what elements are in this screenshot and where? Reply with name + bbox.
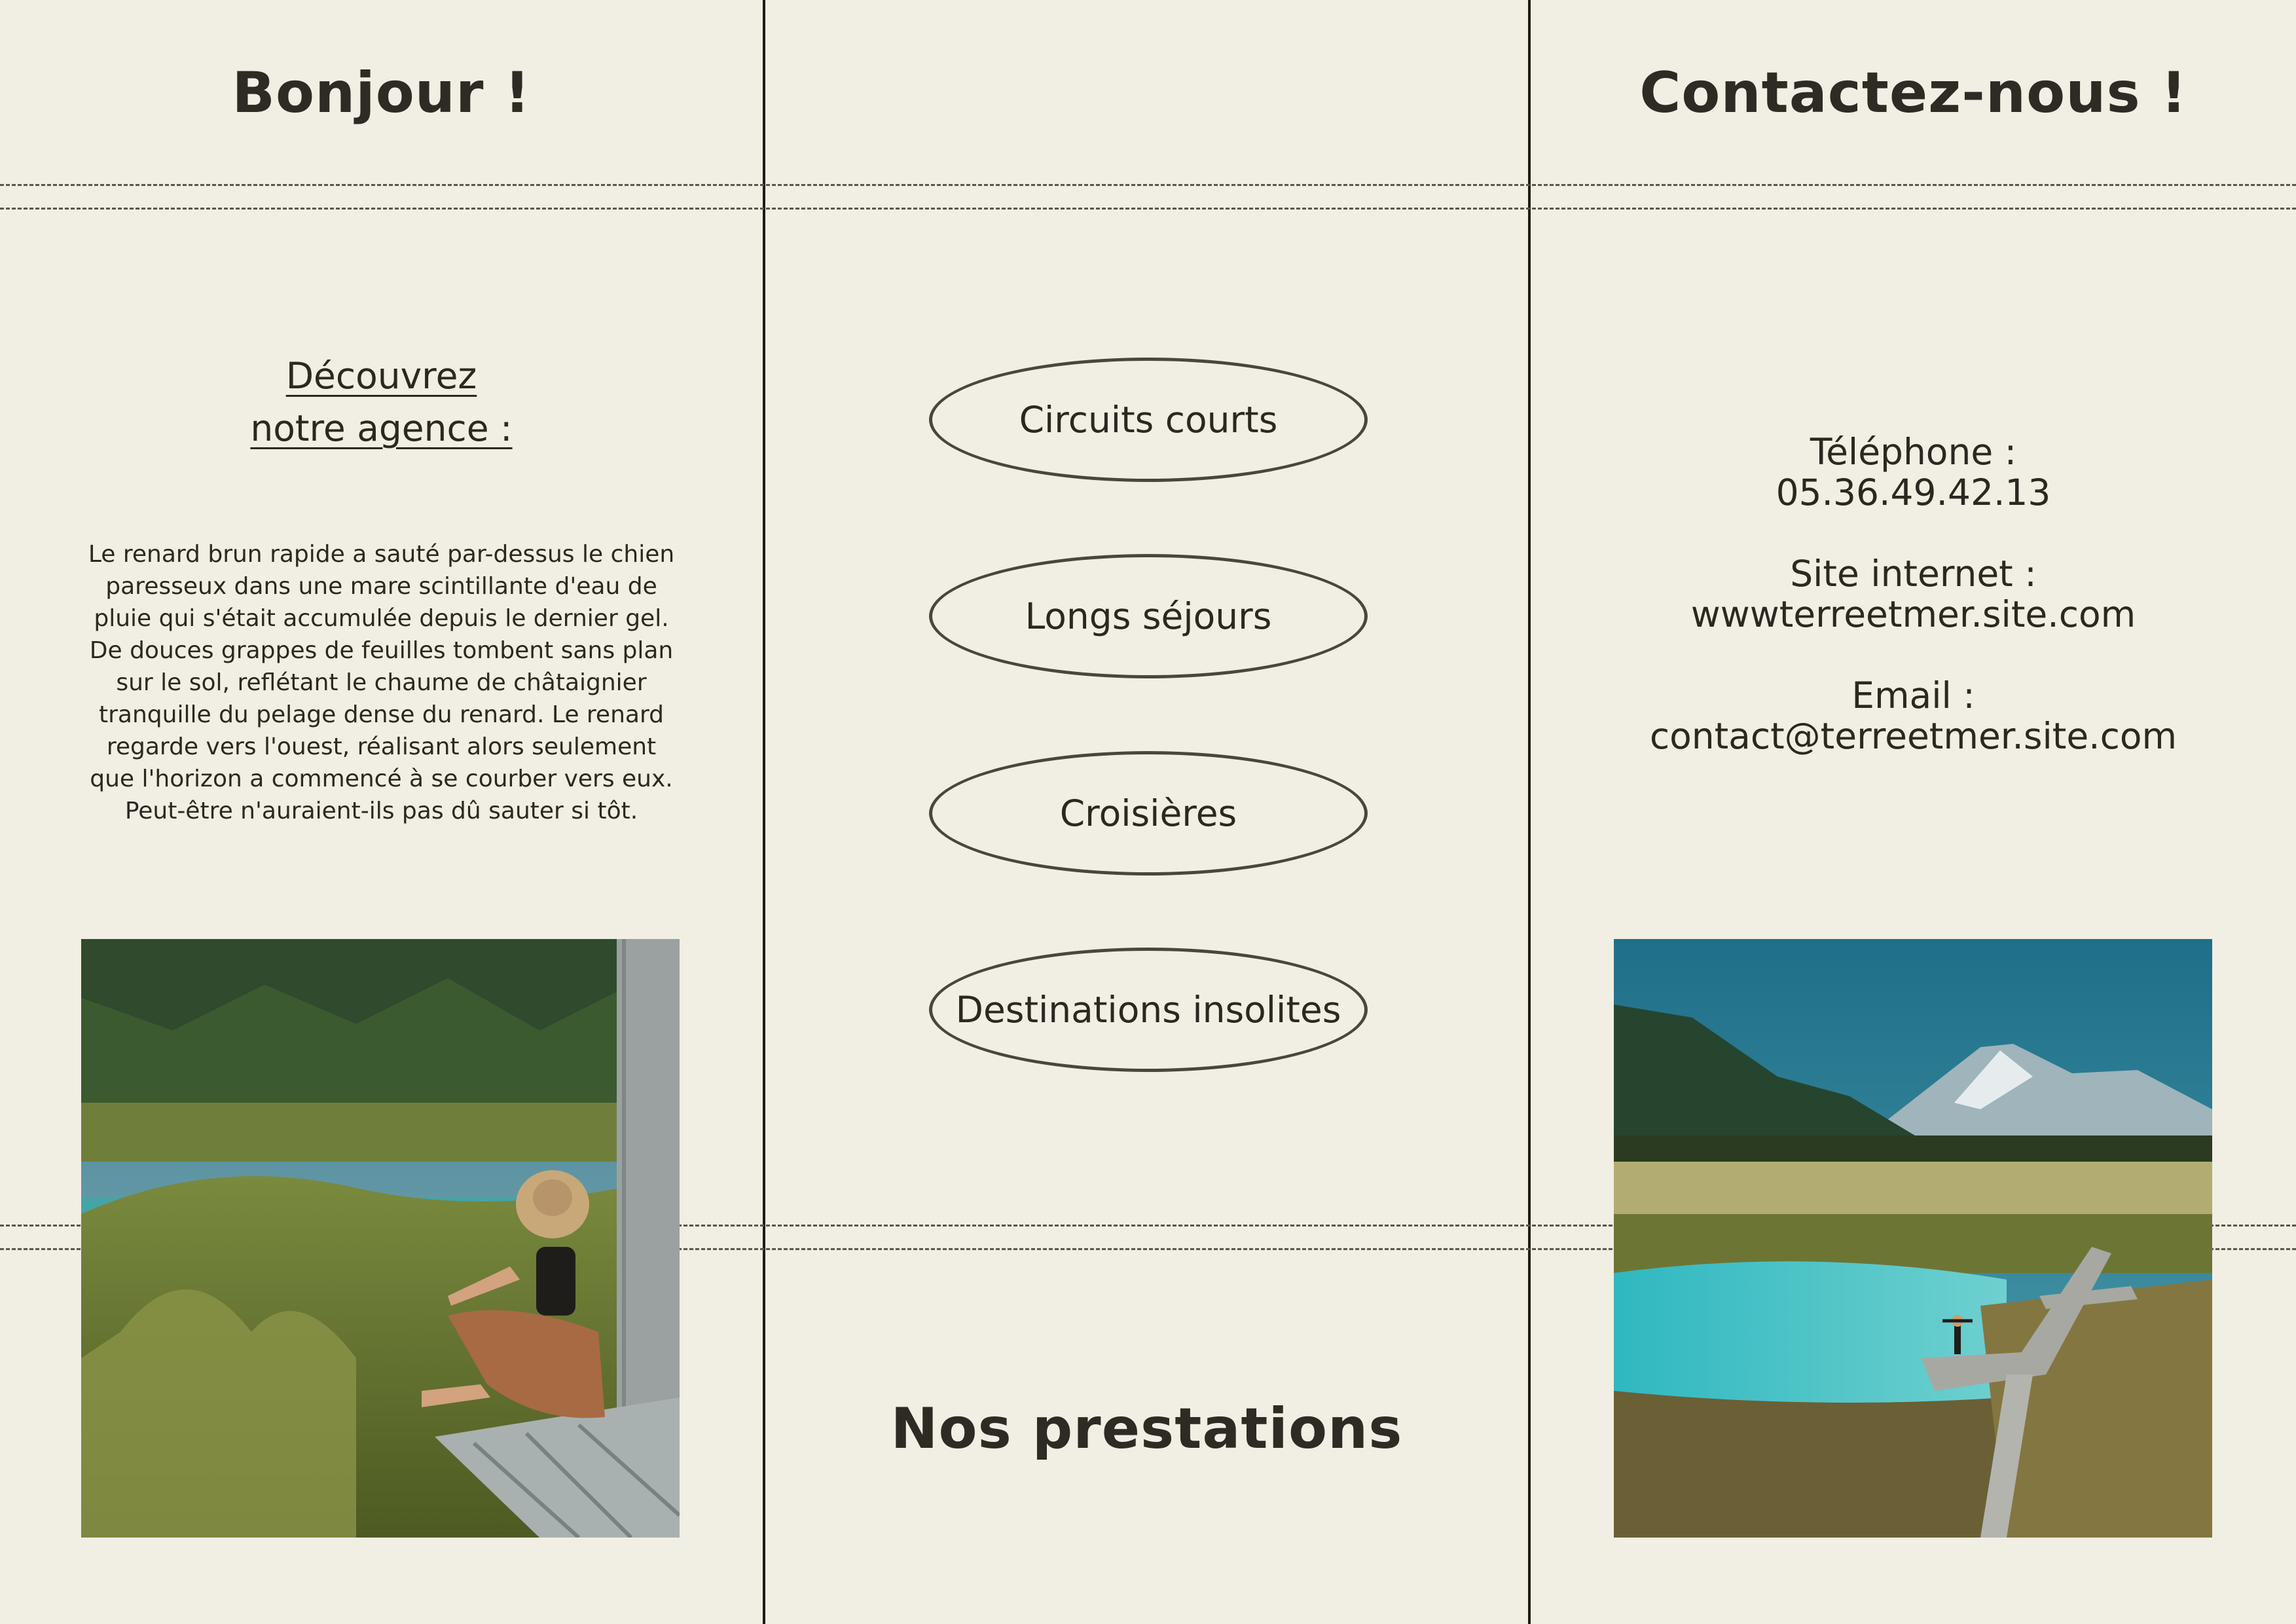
website-label: Site internet : bbox=[1790, 553, 2037, 595]
fold-line-right bbox=[1528, 0, 1531, 1624]
left-panel-title: Bonjour ! bbox=[232, 60, 531, 126]
service-longs-sejours: Longs séjours bbox=[929, 554, 1368, 678]
description-line: paresseux dans une mare scintillante d'eau de bbox=[105, 573, 657, 600]
middle-panel-title: Nos prestations bbox=[890, 1396, 1403, 1462]
service-destinations-insolites: Destinations insolites bbox=[929, 948, 1368, 1072]
description-line: Le renard brun rapide a sauté par-dessus le chien bbox=[88, 541, 675, 568]
description-line: Peut-être n'auraient-ils pas dû sauter si tôt. bbox=[124, 798, 638, 824]
service-circuits-courts: Circuits courts bbox=[929, 358, 1368, 482]
mountain-lake-photo bbox=[1614, 939, 2212, 1538]
fold-line-left bbox=[763, 0, 765, 1624]
dashed-divider-top-1 bbox=[0, 184, 2296, 186]
description-line: pluie qui s'était accumulée depuis le dernier gel. bbox=[94, 605, 669, 632]
description-line: sur le sol, reflétant le chaume de châtaignier bbox=[116, 669, 647, 696]
description-line: De douces grappes de feuilles tombent sans plan bbox=[89, 637, 674, 664]
dashed-divider-top-2 bbox=[0, 208, 2296, 210]
phone-label: Téléphone : bbox=[1810, 431, 2017, 473]
agency-subtitle-line1: Découvrez bbox=[285, 355, 477, 397]
phone-number: 05.36.49.42.13 bbox=[1776, 471, 2051, 513]
right-panel-title: Contactez-nous ! bbox=[1639, 60, 2187, 126]
agency-subtitle bbox=[0, 350, 763, 454]
email-label: Email : bbox=[1851, 674, 1975, 716]
agency-description bbox=[52, 538, 710, 827]
description-line: regarde vers l'ouest, réalisant alors seulement bbox=[106, 733, 657, 760]
woman-sitting-photo bbox=[81, 939, 680, 1538]
service-croisieres: Croisières bbox=[929, 751, 1368, 876]
email-address: contact@terreetmer.site.com bbox=[1649, 715, 2178, 757]
description-line: tranquille du pelage dense du renard. Le renard bbox=[99, 701, 664, 728]
description-line: que l'horizon a commencé à se courber vers eux. bbox=[90, 766, 673, 792]
agency-subtitle-line2: notre agence : bbox=[250, 407, 513, 449]
contact-info bbox=[1531, 432, 2296, 756]
website-url: wwwterreetmer.site.com bbox=[1690, 593, 2136, 635]
